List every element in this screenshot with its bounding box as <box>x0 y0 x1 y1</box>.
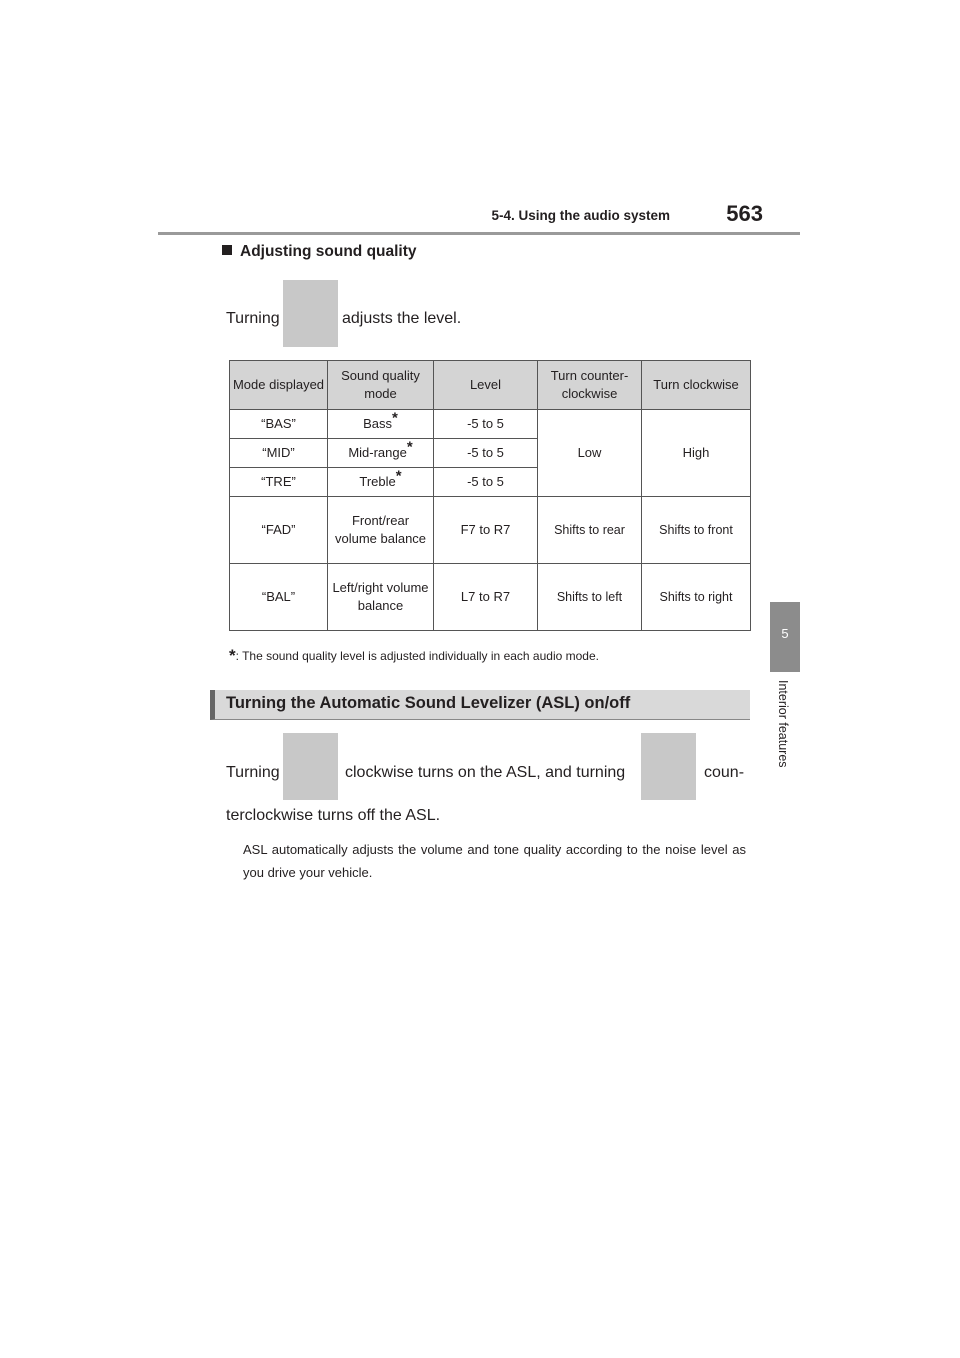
table-cell: Shifts to left <box>538 564 642 631</box>
table-cell: Shifts to right <box>642 564 751 631</box>
table-cell: Shifts to rear <box>538 497 642 564</box>
footnote-text: : The sound quality level is adjusted individually in each audio mode. <box>235 649 599 663</box>
quality-label: Bass <box>363 416 393 431</box>
table-footnote <box>229 646 599 666</box>
chapter-label <box>773 680 795 790</box>
table-header: Sound quality mode <box>328 361 434 410</box>
table-cell: “BAS” <box>230 410 328 439</box>
table-header: Mode displayed <box>230 361 328 410</box>
asl-note: ASL automatically adjusts the volume and tone quality according to the noise level as you drive your vehicle. <box>243 842 746 880</box>
asterisk-mark: * <box>392 409 398 427</box>
table-cell: “MID” <box>230 439 328 468</box>
chapter-label-text: Interior features <box>776 680 790 768</box>
running-header: 5-4. Using the audio system <box>491 208 670 223</box>
table-header: Level <box>434 361 538 410</box>
subheading-adjusting-sound-quality <box>222 243 417 261</box>
table-cell: “TRE” <box>230 468 328 497</box>
adjust-text-after: adjusts the level. <box>342 310 462 327</box>
table-cell: High <box>642 410 751 497</box>
table-cell: -5 to 5 <box>434 410 538 439</box>
asl-text-3: coun- <box>704 764 745 781</box>
page-number: 563 <box>726 201 763 226</box>
table-cell: Front/rear volume balance <box>328 497 434 564</box>
chapter-number: 5 <box>781 626 789 641</box>
table-header: Turn counter-clockwise <box>538 361 642 410</box>
quality-label: Mid-range <box>348 445 407 460</box>
section-heading-asl <box>210 690 750 720</box>
adjust-text-before: Turning <box>226 310 280 327</box>
table-cell <box>328 439 434 468</box>
footnote-asterisk: * <box>229 646 236 665</box>
section-heading-text: Turning the Automatic Sound Levelizer (ASL) on/off <box>226 694 631 712</box>
asl-text-1: Turning <box>226 764 280 781</box>
table-cell: Low <box>538 410 642 497</box>
table-cell: F7 to R7 <box>434 497 538 564</box>
table-cell: -5 to 5 <box>434 439 538 468</box>
subheading-text: Adjusting sound quality <box>240 243 417 260</box>
asl-text-2: clockwise turns on the ASL, and turning <box>345 764 626 781</box>
asterisk-mark: * <box>406 438 413 456</box>
sound-quality-table <box>229 360 751 631</box>
knob-image <box>283 280 338 347</box>
table-cell <box>328 468 434 497</box>
table-cell: L7 to R7 <box>434 564 538 631</box>
asterisk-mark: * <box>395 467 402 485</box>
quality-label: Treble <box>359 474 396 489</box>
table-cell: “BAL” <box>230 564 328 631</box>
header-rule <box>158 232 800 235</box>
table-cell: Left/right volume balance <box>328 564 434 631</box>
knob-image <box>283 733 338 800</box>
table-cell: “FAD” <box>230 497 328 564</box>
chapter-tab <box>770 602 800 672</box>
table-header: Turn clockwise <box>642 361 751 410</box>
knob-image <box>641 733 696 800</box>
table-cell <box>328 410 434 439</box>
table-cell: Shifts to front <box>642 497 751 564</box>
square-bullet-icon <box>222 245 232 255</box>
asl-text-line2: terclockwise turns off the ASL. <box>226 807 441 824</box>
table-cell: -5 to 5 <box>434 468 538 497</box>
